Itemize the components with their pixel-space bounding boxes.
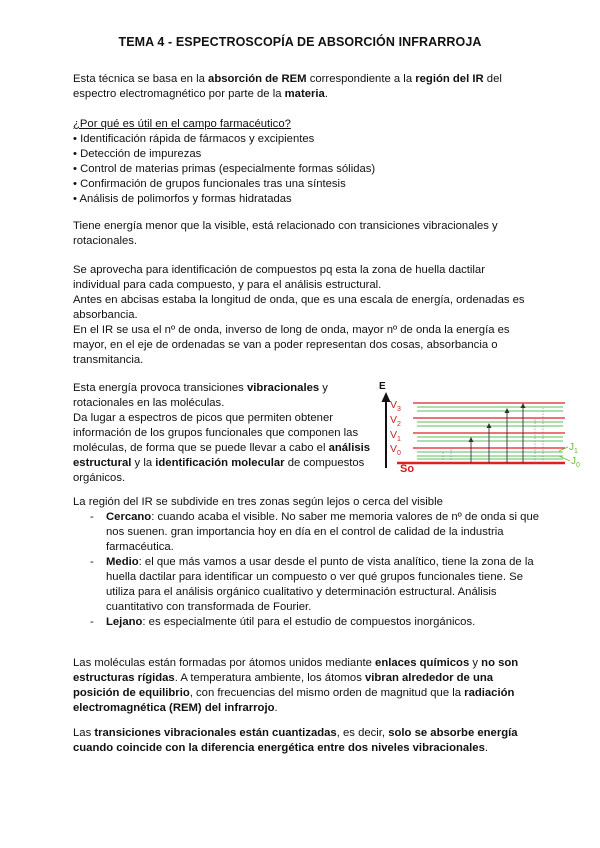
intro-bold-materia: materia [284, 88, 325, 100]
mol-text-4: , con frecuencias del mismo orden de magnitud que la [189, 687, 465, 699]
vib-bold-identificacion: identificación molecular [155, 457, 285, 469]
list-item: • Análisis de polimorfos y formas hidratadas [73, 193, 292, 205]
intro-text-4: . [324, 88, 328, 100]
list-item [73, 615, 543, 630]
list-item: • Confirmación de grupos funcionales tras una síntesis [73, 178, 346, 190]
fingerprint-p1: Se aprovecha para identificación de compuestos pq esta la zona de huella dactilar individual para cada compuesto, y para el análisis estructural. [73, 264, 485, 291]
zone-text-medio: : el que más vamos a usar desde el punto de vista analítico, tiene la zona de la huella dactilar para identificar un compuesto o ver qué grupos funcionales tiene. Se utiliza para el análisis orgánico cualitativo y determinación estructural. Análisis cuantitativo con transformada de Fourier. [106, 556, 534, 613]
list-item [73, 555, 543, 615]
vib-text-4: y la [131, 457, 156, 469]
intro-bold-region: región del IR [415, 73, 484, 85]
zone-text-cercano: : cuando acaba el visible. No saber me memoria valores de nº de onda si que nos suenen. gran importancia hoy en día en el control de calidad de la industria farmacéutica. [106, 511, 540, 553]
fingerprint-section [73, 263, 533, 368]
transition-arrowheads [469, 403, 526, 442]
level-label-v3: $V_3$ [390, 399, 401, 413]
zones-list [73, 510, 543, 630]
vib-bold-vibracionales: vibracionales [246, 382, 320, 394]
fingerprint-p3: En el IR se usa el nº de onda, inverso de long de onda, mayor nº de onda la energía es mayor, en el eje de ordenadas se van a poder representan dos cosas, absorbancia o transmitancia. [73, 324, 510, 366]
fingerprint-p2: Antes en abcisas estaba la longitud de onda, que es una escala de energía, ordenadas es absorbancia. [73, 294, 525, 321]
zones-intro: La región del IR se subdivide en tres zonas según lejos o cerca del visible [73, 496, 443, 508]
list-item: • Control de materias primas (especialmente formas sólidas) [73, 163, 376, 175]
dotted-transitions [443, 408, 543, 463]
mol-bold-enlaces: enlaces químicos [375, 657, 470, 669]
mol-bold-rigidas: no son estructuras rígidas [73, 657, 519, 684]
page-title: TEMA 4 - ESPECTROSCOPÍA DE ABSORCIÓN INFRARROJA [118, 35, 482, 49]
so-label: So [400, 463, 415, 475]
vib-text-5: de compuestos orgánicos. [73, 457, 365, 484]
list-item [73, 510, 543, 555]
quant-text-3: . [484, 742, 488, 754]
vib-text-1: Esta energía provoca transiciones [73, 382, 247, 394]
mol-bold-radiacion: radiación electromagnética (REM) del infrarrojo [73, 687, 515, 714]
quant-text-2: , es decir, [336, 727, 389, 739]
mol-bold-vibran: vibran alrededor de una posición de equilibrio [73, 672, 494, 699]
pharma-list [73, 132, 533, 207]
vib-bold-analisis: análisis estructural [73, 442, 371, 469]
list-item: • Detección de impurezas [73, 148, 202, 160]
pharma-section [73, 117, 533, 207]
list-item: • Identificación rápida de fármacos y excipientes [73, 133, 315, 145]
quant-text-1: Las [73, 727, 95, 739]
j1-label: $J_1$ [569, 442, 578, 455]
mol-text-2: y [469, 657, 482, 669]
j0-label: $J_0$ [571, 456, 580, 469]
intro-text-3: del espectro electromagnético por parte de la [73, 73, 502, 100]
list-dash: - [90, 511, 94, 523]
level-label-v0: $V_0$ [390, 443, 401, 457]
mol-text-1: Las moléculas están formadas por átomos unidos mediante [73, 657, 376, 669]
quant-bold-absorbe: solo se absorbe energía cuando coincide con la diferencia energética entre dos niveles vibracionales [73, 727, 518, 754]
intro-text-2: correspondiente a la [306, 73, 416, 85]
zone-name-lejano: Lejano [106, 616, 143, 628]
level-label-v2: $V_2$ [390, 414, 401, 428]
intro-bold-rem: absorción de REM [208, 73, 307, 85]
energy-text: Tiene energía menor que la visible, está relacionado con transiciones vibracionales y rotacionales. [73, 220, 498, 247]
level-labels [390, 399, 414, 475]
pharma-question: ¿Por qué es útil en el campo farmacéutico? [73, 118, 291, 130]
quantization-paragraph [73, 726, 533, 756]
vibrational-paragraph [73, 381, 373, 486]
zone-text-lejano: : es especialmente útil para el estudio de compuestos inorgánicos. [142, 616, 476, 628]
zones-section [73, 495, 543, 630]
vib-text-2: y rotacionales en las moléculas. [73, 382, 328, 409]
zone-name-medio: Medio [106, 556, 139, 568]
energy-level-diagram [373, 376, 595, 476]
mol-text-3: . A temperatura ambiente, los átomos [174, 672, 365, 684]
transition-arrows [471, 406, 523, 463]
molecules-paragraph [73, 656, 533, 716]
zone-name-cercano: Cercano [106, 511, 152, 523]
vib-text-3: Da lugar a espectros de picos que permiten obtener información de los grupos funcionales que componen las moléculas, de forma que se puede llevar a cabo el [73, 412, 359, 454]
rotational-labels [569, 442, 580, 469]
energy-axis-label: E [379, 381, 386, 392]
level-label-v1: $V_1$ [390, 429, 401, 443]
quant-bold-cuantizadas: transiciones vibracionales están cuantizadas [94, 727, 337, 739]
energy-paragraph [73, 219, 533, 249]
intro-paragraph [73, 72, 533, 102]
list-dash: - [90, 556, 94, 568]
list-dash: - [90, 616, 94, 628]
intro-text-1: Esta técnica se basa en la [73, 73, 209, 85]
mol-text-5: . [274, 702, 278, 714]
